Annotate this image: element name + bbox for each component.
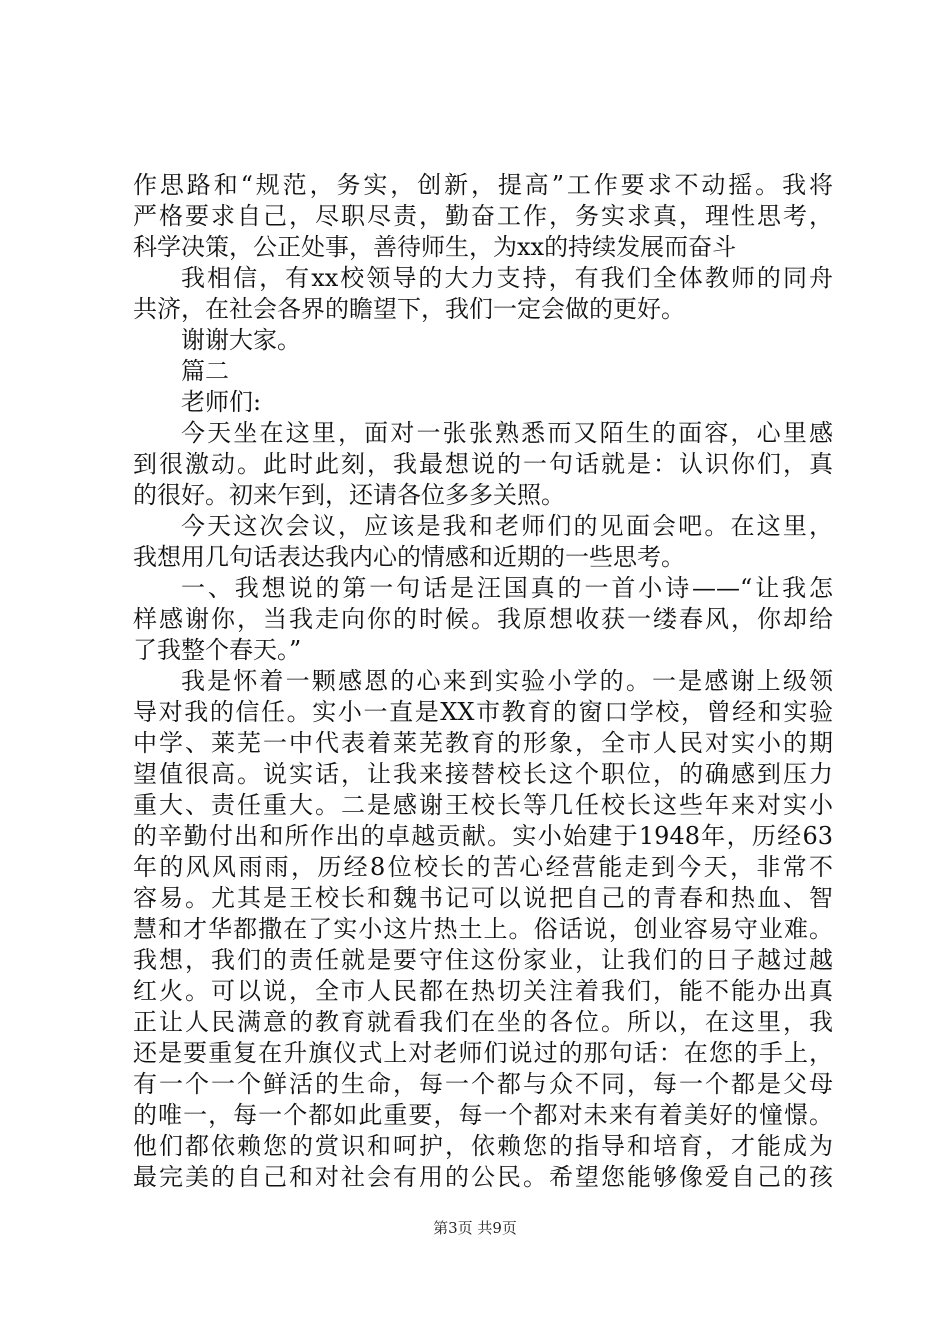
text-line: 篇二: [181, 357, 229, 385]
text-line: 的很好。初来乍到，还请各位多多关照。: [133, 481, 565, 509]
text-line: 他们都依赖您的赏识和呵护，依赖您的指导和培育，才能成为: [133, 1132, 833, 1160]
text-line: 重大、责任重大。二是感谢王校长等几任校长这些年来对实小: [133, 791, 833, 819]
text-line: 导对我的信任。实小一直是XX市教育的窗口学校，曾经和实验: [133, 698, 833, 726]
text-line: 共济，在社会各界的瞻望下，我们一定会做的更好。: [133, 295, 685, 323]
page-footer: 第3页 共9页: [433, 1219, 517, 1237]
text-line: 的唯一，每一个都如此重要，每一个都对未来有着美好的憧憬。: [133, 1101, 833, 1129]
text-line: 我想用几句话表达我内心的情感和近期的一些思考。: [133, 543, 685, 571]
text-line: 最完美的自己和对社会有用的公民。希望您能够像爱自己的孩: [133, 1163, 833, 1191]
text-line: 作思路和“规范，务实，创新，提高”工作要求不动摇。我将: [133, 171, 833, 199]
text-line: 严格要求自己，尽职尽责，勤奋工作，务实求真，理性思考，: [133, 202, 833, 230]
text-line: 老师们:: [181, 388, 262, 416]
text-line: 年的风风雨雨，历经8位校长的苦心经营能走到今天，非常不: [133, 853, 833, 881]
text-line: 容易。尤其是王校长和魏书记可以说把自己的青春和热血、智: [133, 884, 833, 912]
text-line: 有一个一个鲜活的生命，每一个都与众不同，每一个都是父母: [133, 1070, 833, 1098]
text-line: 今天坐在这里，面对一张张熟悉而又陌生的面容，心里感: [181, 419, 833, 447]
text-line: 中学、莱芜一中代表着莱芜教育的形象，全市人民对实小的期: [133, 729, 833, 757]
text-line: 了我整个春天。”: [133, 636, 302, 664]
text-line: 一、我想说的第一句话是汪国真的一首小诗——“让我怎: [181, 574, 833, 602]
text-line: 我是怀着一颗感恩的心来到实验小学的。一是感谢上级领: [181, 667, 833, 695]
text-line: 到很激动。此时此刻，我最想说的一句话就是：认识你们，真: [133, 450, 833, 478]
text-line: 样感谢你，当我走向你的时候。我原想收获一缕春风，你却给: [133, 605, 833, 633]
text-line: 科学决策，公正处事，善待师生，为xx的持续发展而奋斗: [133, 233, 737, 261]
text-line: 今天这次会议，应该是我和老师们的见面会吧。在这里，: [181, 512, 833, 540]
text-line: 红火。可以说，全市人民都在热切关注着我们，能不能办出真: [133, 977, 833, 1005]
text-line: 我相信，有xx校领导的大力支持，有我们全体教师的同舟: [181, 264, 833, 292]
text-line: 我想，我们的责任就是要守住这份家业，让我们的日子越过越: [133, 946, 833, 974]
text-line: 谢谢大家。: [181, 326, 301, 354]
text-line: 正让人民满意的教育就看我们在坐的各位。所以，在这里，我: [133, 1008, 833, 1036]
document-body: [133, 170, 833, 1193]
text-line: 慧和才华都撒在了实小这片热土上。俗话说，创业容易守业难。: [133, 915, 833, 943]
text-line: 的辛勤付出和所作出的卓越贡献。实小始建于1948年，历经63: [133, 822, 833, 850]
text-line: 望值很高。说实话，让我来接替校长这个职位，的确感到压力: [133, 760, 833, 788]
text-line: 还是要重复在升旗仪式上对老师们说过的那句话：在您的手上，: [133, 1039, 833, 1067]
